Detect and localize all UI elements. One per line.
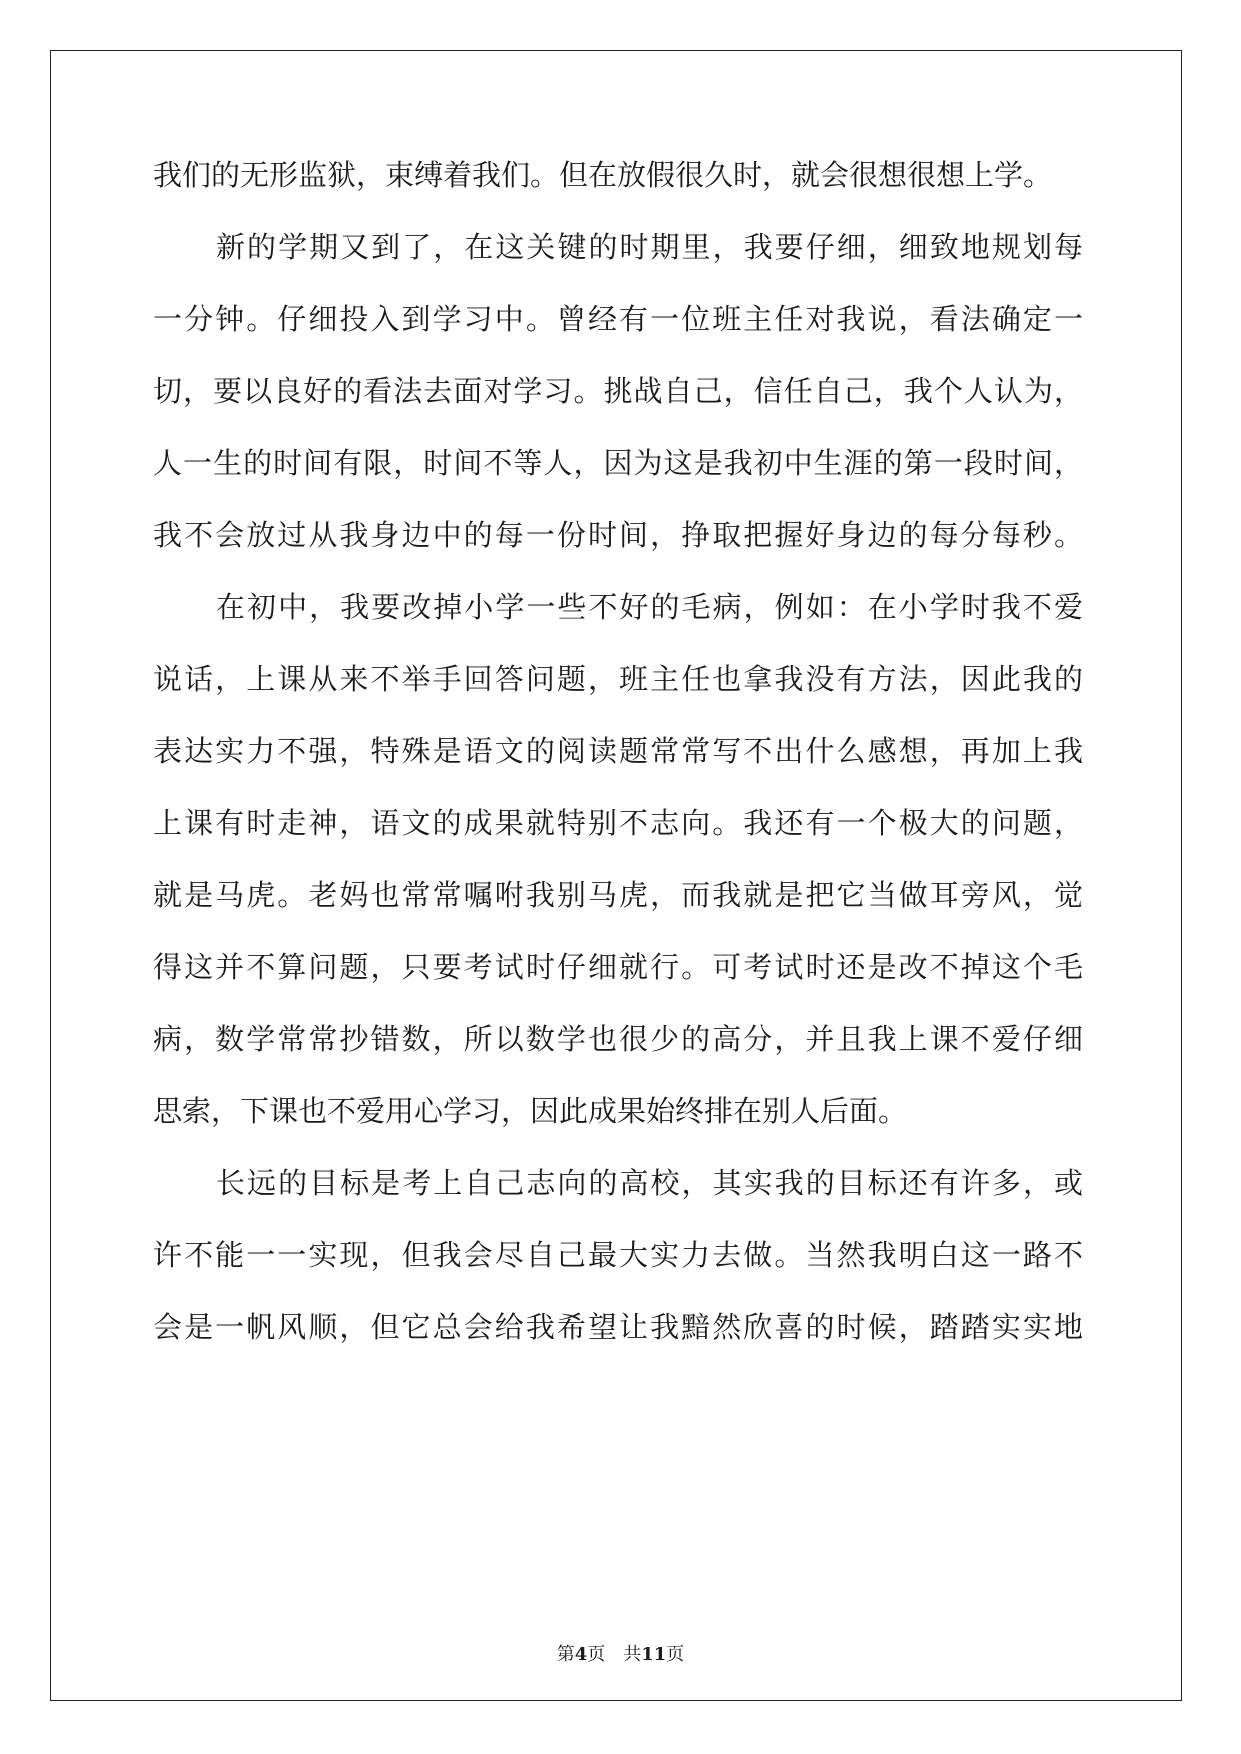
footer-middle: 页 共	[587, 1644, 642, 1665]
text-line: 说话，上课从来不举手回答问题，班主任也拿我没有方法，因此我的	[153, 662, 1083, 696]
text-line: 许不能一一实现，但我会尽自己最大实力去做。当然我明白这一路不	[153, 1238, 1083, 1272]
text-line: 会是一帆风顺，但它总会给我希望让我黯然欣喜的时候，踏踏实实地	[153, 1310, 1083, 1344]
text-line: 新的学期又到了，在这关键的时期里，我要仔细，细致地规划每	[216, 230, 1083, 264]
text-line: 得这并不算问题，只要考试时仔细就行。可考试时还是改不掉这个毛	[153, 950, 1083, 984]
text-line: 我不会放过从我身边中的每一份时间，挣取把握好身边的每分每秒。	[153, 518, 1083, 552]
footer-prefix: 第	[556, 1644, 575, 1665]
text-line: 就是马虎。老妈也常常嘱咐我别马虎，而我就是把它当做耳旁风，觉	[153, 878, 1083, 912]
text-line: 我们的无形监狱，束缚着我们。但在放假很久时，就会很想很想上学。	[153, 158, 1053, 192]
footer-current-page: 4	[574, 1644, 588, 1665]
text-line: 在初中，我要改掉小学一些不好的毛病，例如：在小学时我不爱	[216, 590, 1083, 624]
text-line: 一分钟。仔细投入到学习中。曾经有一位班主任对我说，看法确定一	[153, 302, 1083, 336]
text-line: 表达实力不强，特殊是语文的阅读题常常写不出什么感想，再加上我	[153, 734, 1083, 768]
text-line: 思索，下课也不爱用心学习，因此成果始终排在别人后面。	[153, 1094, 908, 1128]
text-line: 上课有时走神，语文的成果就特别不志向。我还有一个极大的问题，	[153, 806, 1083, 840]
footer-suffix: 页	[666, 1644, 685, 1665]
text-line: 病，数学常常抄错数，所以数学也很少的高分，并且我上课不爱仔细	[153, 1022, 1083, 1056]
text-line: 长远的目标是考上自己志向的高校，其实我的目标还有许多，或	[216, 1166, 1083, 1200]
page-footer	[0, 1643, 1241, 1667]
text-line: 切，要以良好的看法去面对学习。挑战自己，信任自己，我个人认为，	[153, 374, 1083, 408]
footer-total-pages: 11	[641, 1644, 667, 1665]
text-line: 人一生的时间有限，时间不等人，因为这是我初中生涯的第一段时间，	[153, 446, 1083, 480]
